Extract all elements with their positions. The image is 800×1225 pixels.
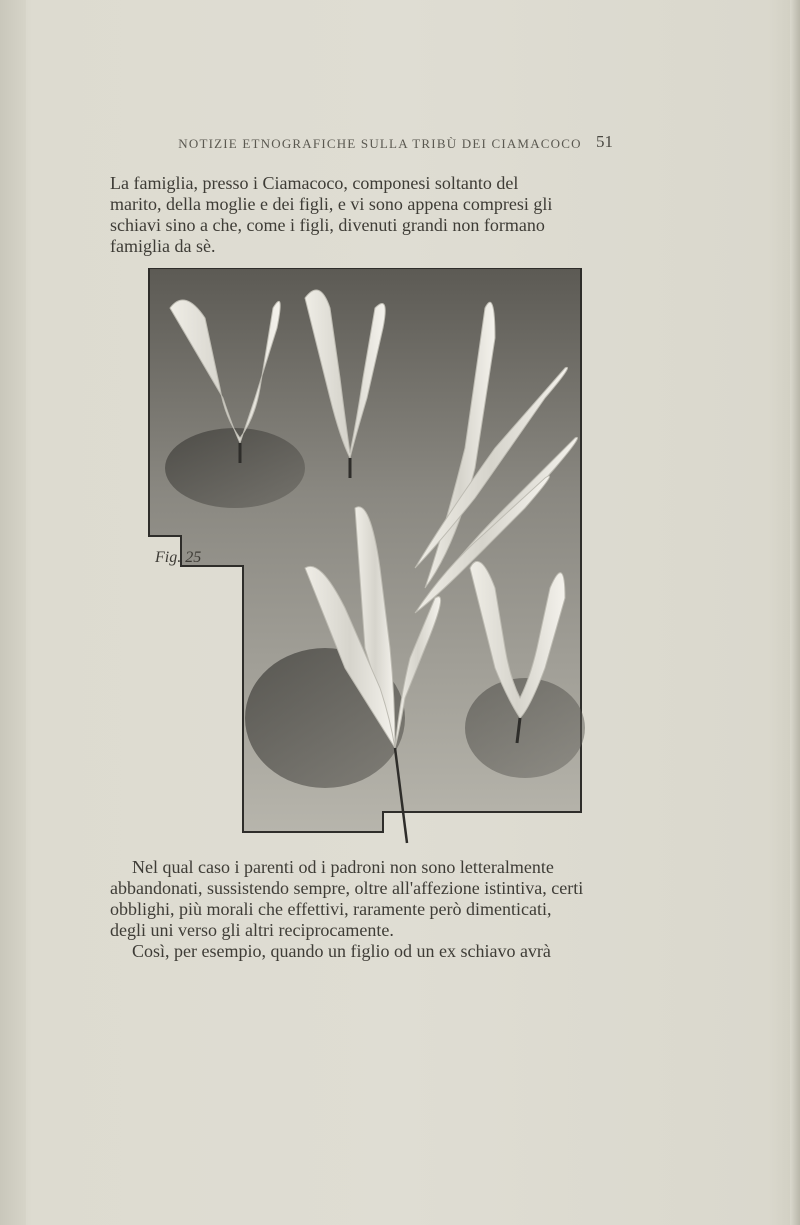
paragraph-1 <box>110 173 610 257</box>
feather-photo-image <box>145 268 585 848</box>
text-line: degli uni verso gli altri reciprocamente. <box>110 920 394 940</box>
text-line: famiglia da sè. <box>110 236 216 256</box>
feather-photograph <box>145 268 585 848</box>
text-line: marito, della moglie e dei figli, e vi sono appena compresi gli <box>110 194 553 214</box>
text-line: Nel qual caso i parenti od i padroni non sono letteralmente <box>132 857 554 877</box>
running-head: NOTIZIE ETNOGRAFICHE SULLA TRIBÙ DEI CIAMACOCO <box>178 136 582 151</box>
page-number: 51 <box>596 132 613 151</box>
text-line: abbandonati, sussistendo sempre, oltre all'affezione istintiva, certi <box>110 878 584 898</box>
text-line: La famiglia, presso i Ciamacoco, componesi soltanto del <box>110 173 519 193</box>
text-line: obblighi, più morali che effettivi, raramente però dimenticati, <box>110 899 552 919</box>
figure-caption: Fig. 25 <box>155 549 202 566</box>
page-edge <box>790 0 800 1225</box>
page-gutter <box>0 0 26 1225</box>
paragraph-2 <box>110 857 615 962</box>
text-line: Così, per esempio, quando un figlio od un ex schiavo avrà <box>132 941 551 961</box>
text-line: schiavi sino a che, come i figli, divenuti grandi non formano <box>110 215 545 235</box>
